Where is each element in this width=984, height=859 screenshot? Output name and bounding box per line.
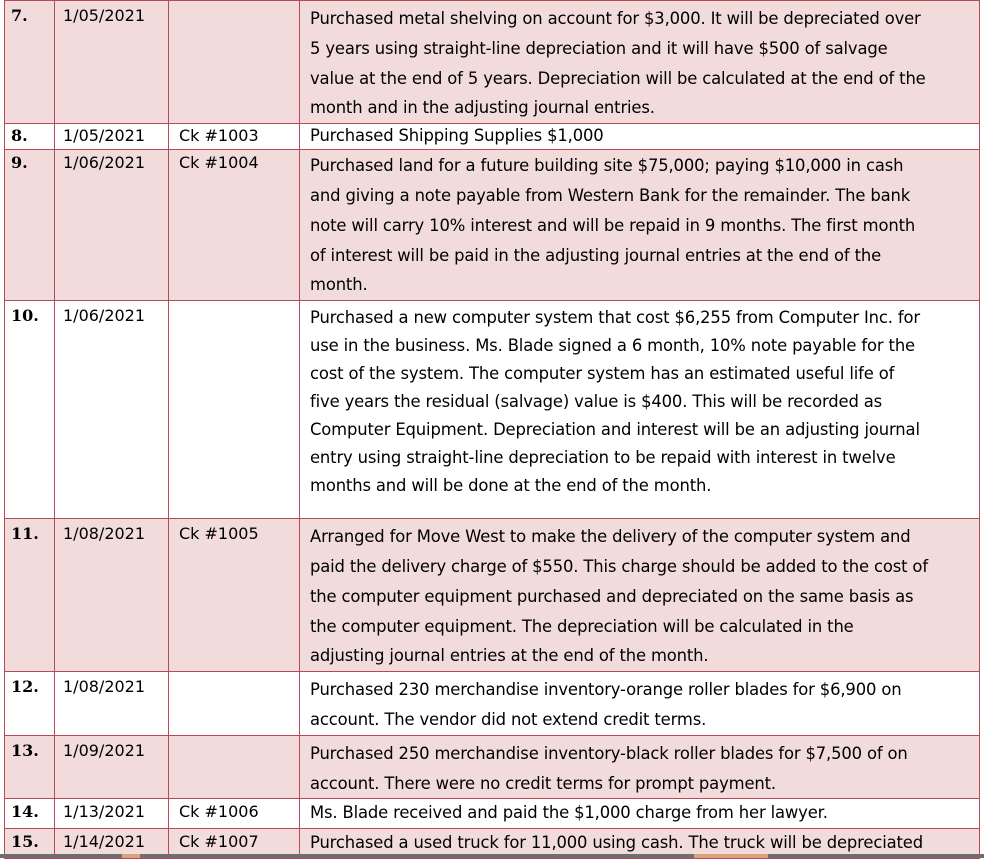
- description-line: Ms. Blade received and paid the $1,000 charge from her lawyer.: [310, 803, 828, 823]
- check-number: Ck #1004: [169, 150, 300, 301]
- entry-description: [300, 799, 980, 829]
- entry-date: 1/06/2021: [55, 301, 169, 519]
- entry-number: 10.: [5, 301, 55, 519]
- description-line: Purchased 250 merchandise inventory-black roller blades for $7,500 of on: [310, 743, 908, 763]
- description-line: note will carry 10% interest and will be repaid in 9 months. The first month: [310, 215, 916, 235]
- entry-date: 1/08/2021: [55, 672, 169, 736]
- entry-description: [300, 150, 980, 301]
- check-number: [169, 672, 300, 736]
- description-line: adjusting journal entries at the end of the month.: [310, 646, 709, 666]
- description-line: Purchased Shipping Supplies $1,000: [310, 126, 604, 146]
- bottom-edge-highlight: [122, 854, 140, 858]
- description-line: five years the residual (salvage) value is $400. This will be recorded as: [310, 392, 883, 412]
- transaction-row-8: [5, 124, 980, 150]
- entry-number: 15.: [5, 829, 55, 859]
- entry-number: 8.: [5, 124, 55, 150]
- description-line: and giving a note payable from Western Bank for the remainder. The bank: [310, 185, 911, 205]
- entry-date: 1/05/2021: [55, 1, 169, 124]
- entry-date: 1/08/2021: [55, 519, 169, 672]
- entry-description: [300, 735, 980, 799]
- entry-date: 1/09/2021: [55, 735, 169, 799]
- entry-number: 9.: [5, 150, 55, 301]
- entry-number: 7.: [5, 1, 55, 124]
- bottom-edge-highlight: [694, 854, 768, 858]
- description-line: Purchased metal shelving on account for $3,000. It will be depreciated over: [310, 9, 921, 28]
- entry-description: [300, 672, 980, 736]
- description-line: month.: [310, 275, 368, 295]
- transactions-table: [4, 0, 980, 859]
- description-line: paid the delivery charge of $550. This charge should be added to the cost of: [310, 556, 928, 576]
- description-line: cost of the system. The computer system has an estimated useful life of: [310, 364, 895, 384]
- description-line: months and will be done at the end of the month.: [310, 476, 712, 496]
- check-number: Ck #1007: [169, 829, 300, 859]
- entry-description: [300, 519, 980, 672]
- description-line: Purchased land for a future building site $75,000; paying $10,000 in cash: [310, 156, 904, 176]
- description-line: the computer equipment. The depreciation will be calculated in the: [310, 616, 854, 636]
- entry-description: [300, 124, 980, 150]
- description-line: 5 years using straight-line depreciation and it will have $500 of salvage: [310, 38, 888, 58]
- description-line: account. The vendor did not extend credit terms.: [310, 709, 707, 729]
- description-line: Purchased 230 merchandise inventory-orange roller blades for $6,900 on: [310, 680, 902, 700]
- transaction-row-10: [5, 301, 980, 519]
- entry-number: 13.: [5, 735, 55, 799]
- transaction-row-13: [5, 735, 980, 799]
- transaction-row-12: [5, 672, 980, 736]
- check-number: Ck #1005: [169, 519, 300, 672]
- description-line: the computer equipment purchased and depreciated on the same basis as: [310, 586, 914, 606]
- description-line: Arranged for Move West to make the delivery of the computer system and: [310, 527, 911, 547]
- entry-date: 1/05/2021: [55, 124, 169, 150]
- description-line: use in the business. Ms. Blade signed a 6 month, 10% note payable for the: [310, 336, 915, 356]
- description-line: value at the end of 5 years. Depreciation will be calculated at the end of the: [310, 68, 926, 88]
- transaction-row-11: [5, 519, 980, 672]
- window-bottom-edge: [0, 854, 984, 858]
- entry-description: [300, 301, 980, 519]
- transaction-row-7: [5, 1, 980, 124]
- check-number: [169, 301, 300, 519]
- entry-description: [300, 1, 980, 124]
- check-number: Ck #1003: [169, 124, 300, 150]
- description-line: Computer Equipment. Depreciation and interest will be an adjusting journal: [310, 420, 920, 440]
- check-number: Ck #1006: [169, 799, 300, 829]
- description-line: month and in the adjusting journal entries.: [310, 98, 655, 118]
- entry-number: 12.: [5, 672, 55, 736]
- transaction-row-14: [5, 799, 980, 829]
- check-number: [169, 1, 300, 124]
- description-line: entry using straight-line depreciation to be repaid with interest in twelve: [310, 448, 896, 468]
- description-line: account. There were no credit terms for prompt payment.: [310, 773, 776, 793]
- entry-date: 1/13/2021: [55, 799, 169, 829]
- transactions-body: [5, 1, 980, 859]
- description-line: of interest will be paid in the adjusting journal entries at the end of the: [310, 245, 882, 265]
- check-number: [169, 735, 300, 799]
- entry-number: 14.: [5, 799, 55, 829]
- transaction-row-9: [5, 150, 980, 301]
- entry-number: 11.: [5, 519, 55, 672]
- entry-date: 1/06/2021: [55, 150, 169, 301]
- description-line: Purchased a used truck for 11,000 using cash. The truck will be depreciated: [310, 833, 923, 853]
- description-line: Purchased a new computer system that cost $6,255 from Computer Inc. for: [310, 308, 920, 328]
- entry-date: 1/14/2021: [55, 829, 169, 859]
